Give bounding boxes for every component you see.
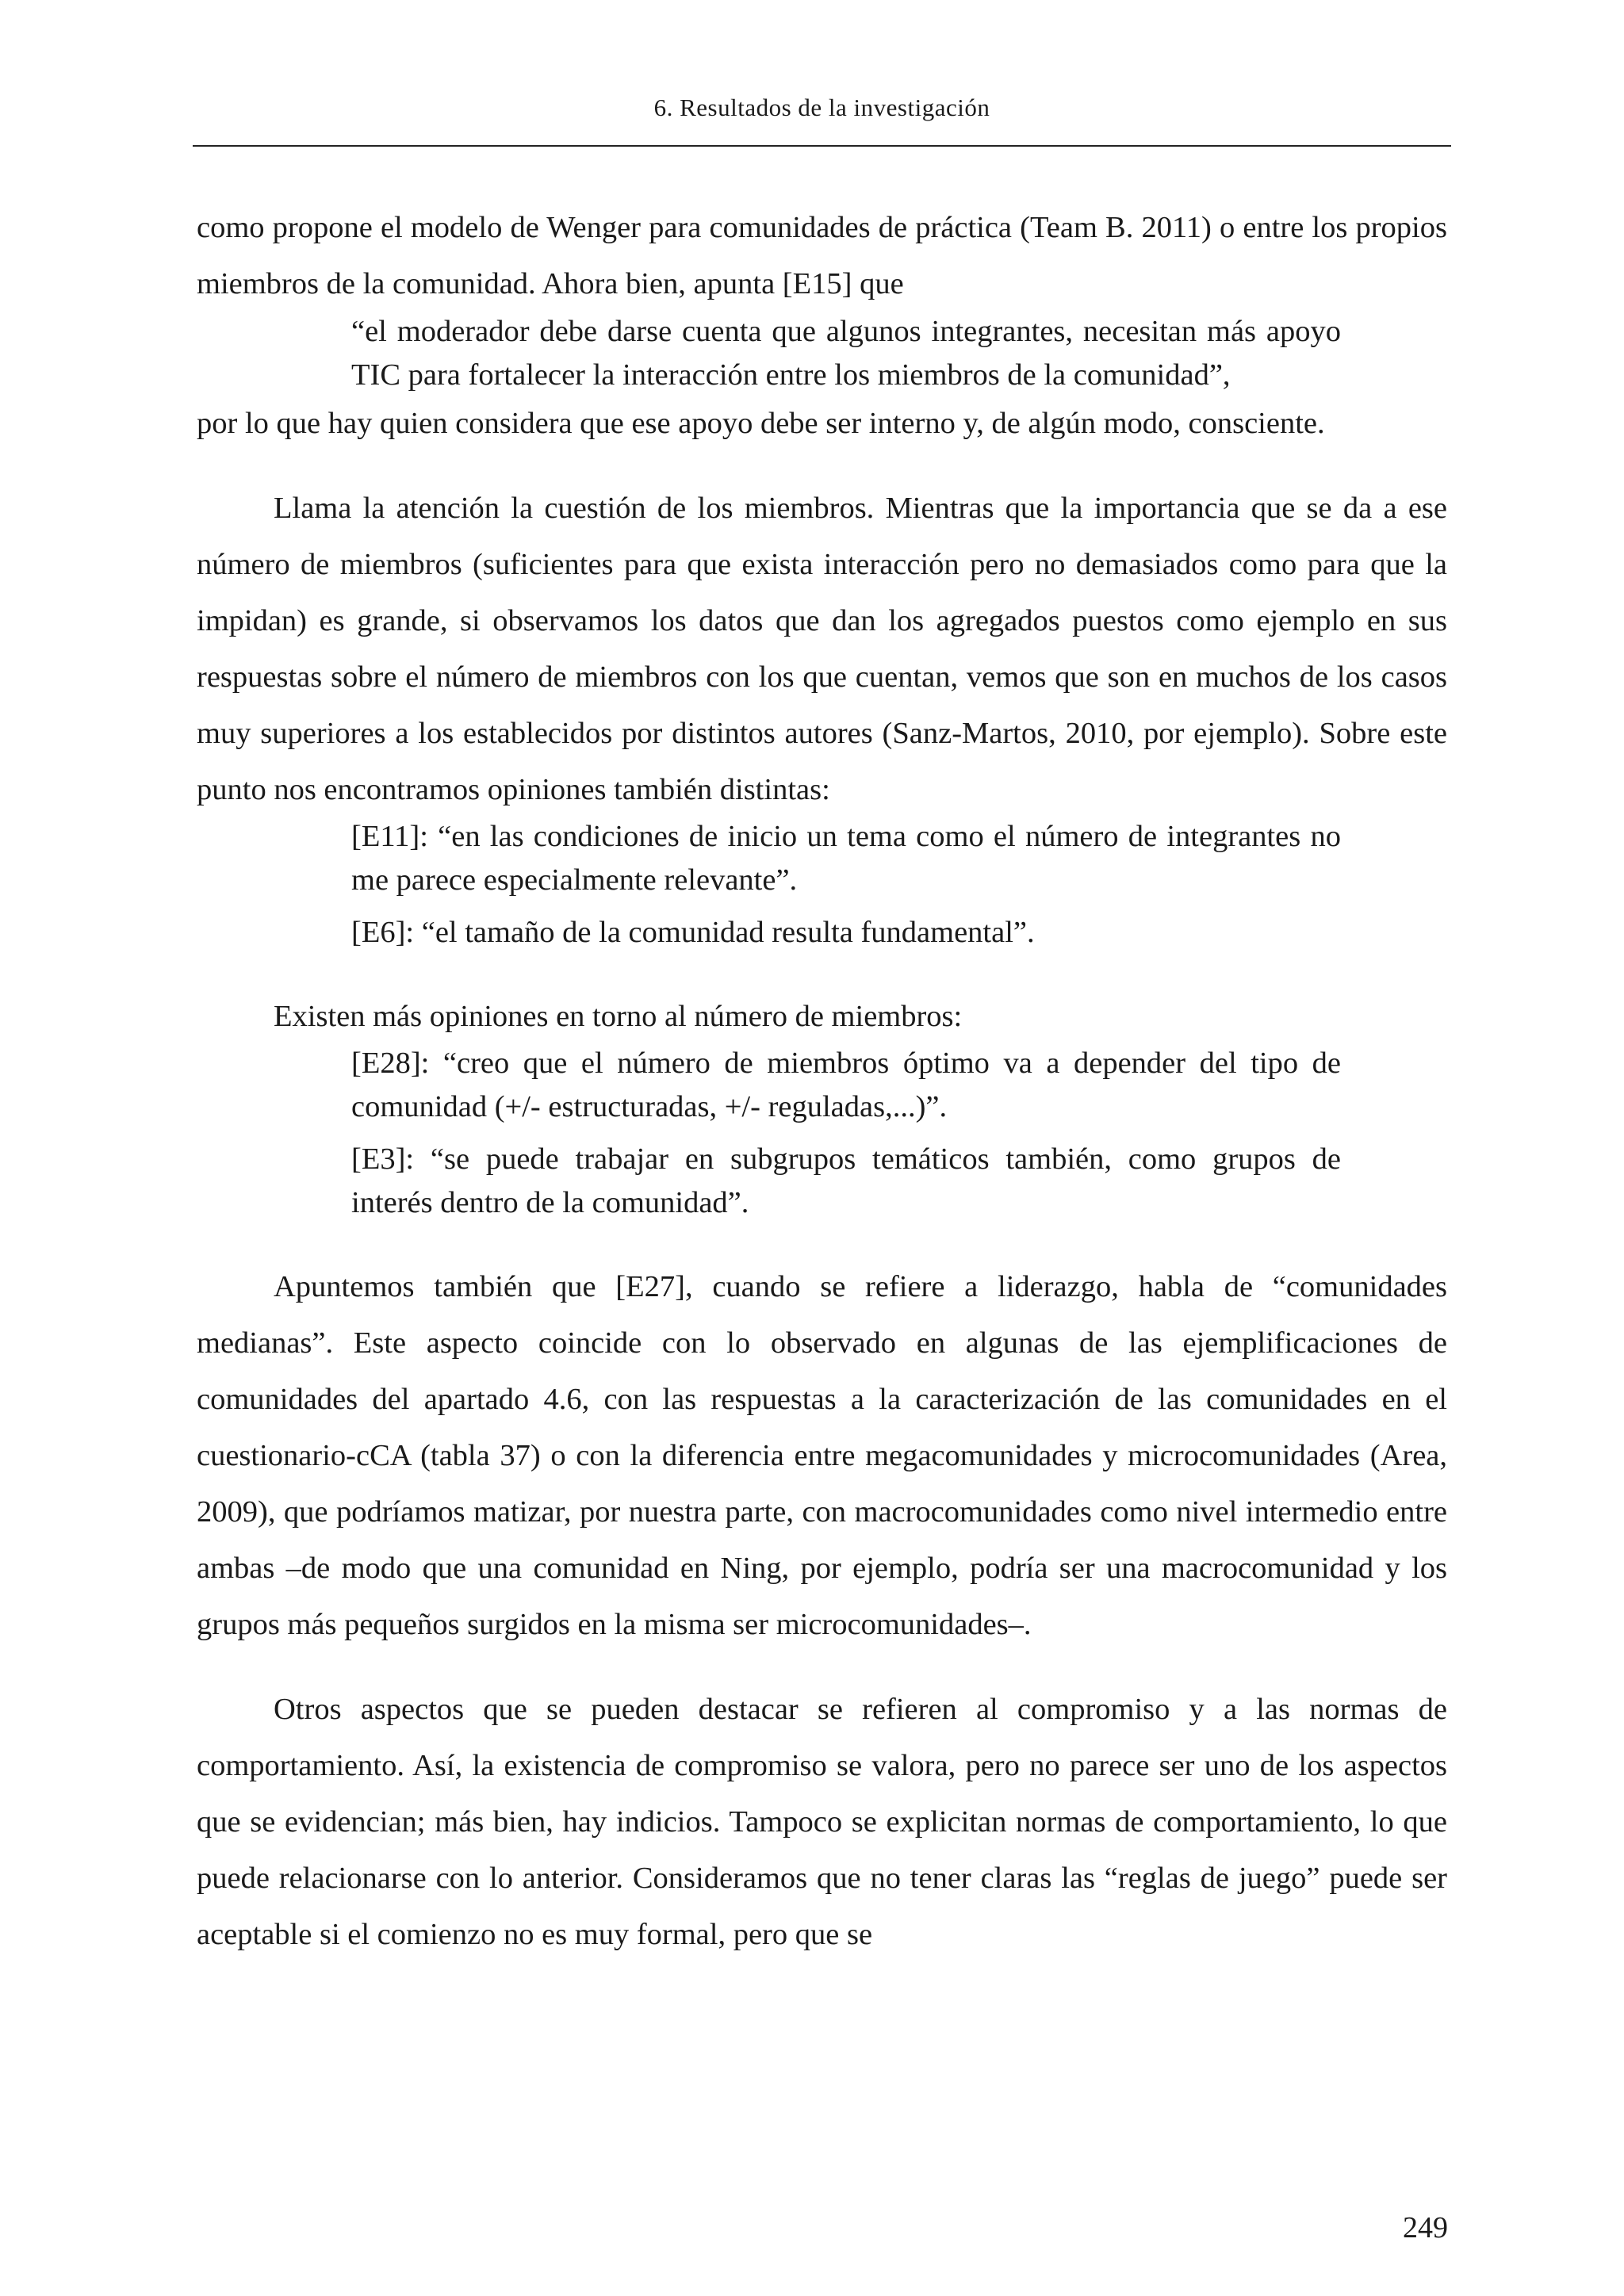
- block-quote-e11: [E11]: “en las condiciones de inicio un tema como el número de integrantes no me parece especialmente relevante”.: [351, 820, 1341, 897]
- paragraph-4: Apuntemos también que [E27], cuando se refiere a liderazgo, habla de “comunidades medianas”. Este aspecto coincide con lo observado en algunas de las ejemplificaciones de comunidades del apartado 4.6, con las respuestas a la caracterización de las comunidades en el cuestionario-cCA (tabla 37) o con la diferencia entre megacomunidades y microcomunidades (Area, 2009), que podríamos matizar, por nuestra parte, con macrocomunidades como nivel intermedio entre ambas –de modo que una comunidad en Ning, por ejemplo, podría ser una macrocomunidad y los grupos más pequeños surgidos en la misma ser microcomunidades–.: [197, 1270, 1447, 1641]
- block-quote-e3: [E3]: “se puede trabajar en subgrupos temáticos también, como grupos de interés dentro de la comunidad”.: [351, 1142, 1341, 1219]
- paragraph-5: Otros aspectos que se pueden destacar se refieren al compromiso y a las normas de comportamiento. Así, la existencia de compromiso se valora, pero no parece ser uno de los aspectos que se evidencian; más bien, hay indicios. Tampoco se explicitan normas de comportamiento, lo que puede relacionarse con lo anterior. Consideramos que no tener claras las “reglas de juego” puede ser aceptable si el comienzo no es muy formal, pero que se: [197, 1693, 1447, 1951]
- paragraph-3: Existen más opiniones en torno al número de miembros:: [274, 1000, 963, 1033]
- block-quote-e28: [E28]: “creo que el número de miembros óptimo va a depender del tipo de comunidad (+/- estructuradas, +/- reguladas,...)”.: [351, 1047, 1341, 1123]
- paragraph-2: Llama la atención la cuestión de los miembros. Mientras que la importancia que se da a ese número de miembros (suficientes para que exista interacción pero no demasiados como para que la impidan) es grande, si observamos los datos que dan los agregados puestos como ejemplo en sus respuestas sobre el número de miembros con los que cuentan, vemos que son en muchos de los casos muy superiores a los establecidos por distintos autores (Sanz-Martos, 2010, por ejemplo). Sobre este punto nos encontramos opiniones también distintas:: [197, 492, 1447, 806]
- block-quote-e6: [E6]: “el tamaño de la comunidad resulta fundamental”.: [351, 916, 1035, 949]
- header-rule: [193, 145, 1451, 147]
- paragraph-1: como propone el modelo de Wenger para comunidades de práctica (Team B. 2011) o entre los propios miembros de la comunidad. Ahora bien, apunta [E15] que: [197, 211, 1447, 300]
- page-body: [197, 200, 1447, 1963]
- paragraph-1-continuation: por lo que hay quien considera que ese apoyo debe ser interno y, de algún modo, consciente.: [197, 407, 1325, 440]
- page-number: 249: [1403, 2211, 1448, 2244]
- running-header: 6. Resultados de la investigación: [653, 94, 990, 121]
- block-quote-e15: “el moderador debe darse cuenta que algunos integrantes, necesitan más apoyo TIC para fortalecer la interacción entre los miembros de la comunidad”,: [351, 315, 1341, 392]
